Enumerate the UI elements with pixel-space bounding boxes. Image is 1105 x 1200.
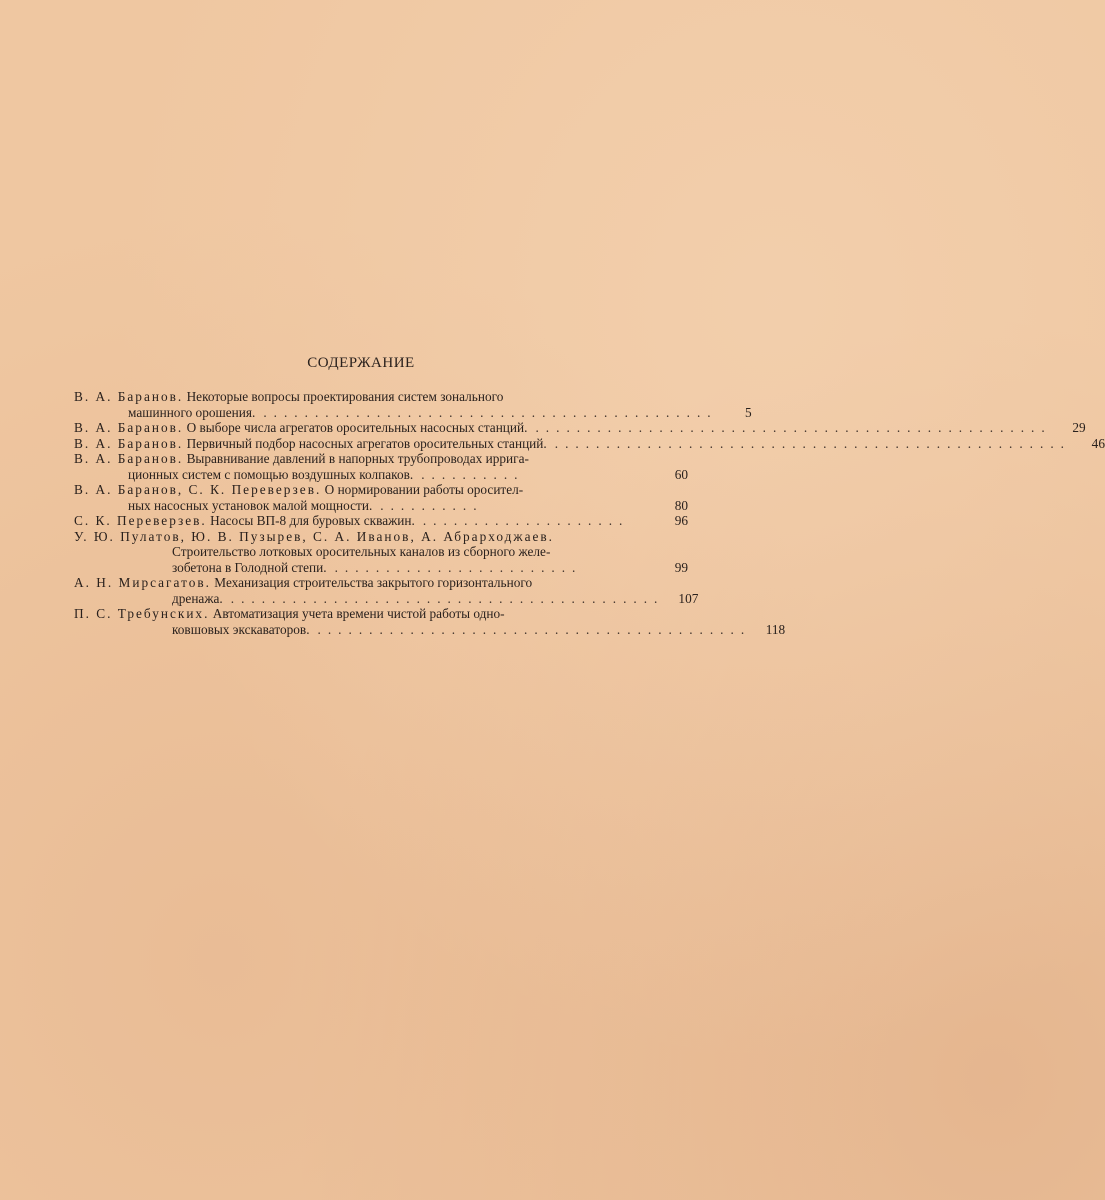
toc-line bbox=[74, 590, 699, 607]
toc-line bbox=[74, 467, 688, 483]
toc-leader-dots: .......... bbox=[380, 497, 484, 513]
toc-page-number: 29 bbox=[1072, 420, 1086, 435]
toc-author: В. А. Баранов. bbox=[74, 389, 184, 404]
toc-line-text bbox=[74, 420, 527, 436]
toc-leader-dots: .......... bbox=[421, 466, 525, 482]
toc-text: Автоматизация учета времени чистой работы одно- bbox=[212, 606, 505, 621]
toc-entry bbox=[74, 529, 688, 576]
toc-line bbox=[74, 451, 688, 467]
toc-page-number: 5 bbox=[744, 404, 752, 420]
toc-line-text bbox=[74, 436, 547, 452]
toc-leader-dots: .......................................... bbox=[317, 621, 752, 637]
toc-author: С. К. Переверзев. bbox=[74, 513, 207, 528]
toc-text: зобетона в Голодной степи. bbox=[172, 559, 327, 575]
toc-line bbox=[74, 389, 688, 405]
toc-text: машинного орошения. bbox=[128, 404, 256, 420]
toc-page-number: 46 bbox=[1091, 435, 1105, 451]
toc-line bbox=[74, 529, 688, 545]
toc-line bbox=[74, 575, 688, 591]
toc-text: Некоторые вопросы проектирования систем зонального bbox=[186, 389, 504, 404]
toc-text: Механизация строительства закрытого горизонтального bbox=[214, 575, 533, 590]
toc-text: Насосы ВП-8 для буровых скважин. bbox=[210, 513, 415, 528]
toc-page-number: 118 bbox=[765, 621, 786, 637]
toc-leader-dots: .................................................. bbox=[535, 420, 1052, 435]
toc-page-number: 99 bbox=[674, 559, 688, 575]
toc-text: ных насосных установок малой мощности. bbox=[128, 497, 373, 513]
toc-entry bbox=[74, 513, 688, 529]
toc-author: П. С. Требунских. bbox=[74, 606, 210, 621]
toc-entry bbox=[74, 451, 688, 482]
toc-entry bbox=[74, 482, 688, 513]
toc-leader-dots: ........................ bbox=[334, 559, 583, 575]
toc-text: ционных систем с помощью воздушных колпаков. bbox=[128, 466, 414, 482]
toc-leader-dots: .................... bbox=[422, 513, 630, 528]
toc-leader-dots: .......................................... bbox=[230, 590, 665, 606]
toc-text: ковшовых экскаваторов. bbox=[172, 621, 310, 637]
toc-page-number: 107 bbox=[678, 590, 699, 606]
toc-line bbox=[74, 513, 688, 529]
toc-leader-dots: ............................................ bbox=[263, 404, 718, 420]
toc-text: Строительство лотковых оросительных каналов из сборного желе- bbox=[172, 544, 551, 559]
toc-line bbox=[74, 621, 786, 638]
toc-page-number: 80 bbox=[674, 497, 688, 513]
toc-entry bbox=[74, 435, 1105, 452]
table-of-contents bbox=[74, 389, 1105, 637]
toc-line bbox=[74, 435, 1105, 452]
toc-line-text bbox=[74, 513, 415, 529]
toc-page-number: 60 bbox=[674, 466, 688, 482]
toc-entry bbox=[74, 575, 699, 606]
toc-text: О нормировании работы оросител- bbox=[324, 482, 524, 497]
toc-text: дренажа. bbox=[172, 590, 223, 606]
toc-author: В. А. Баранов. bbox=[74, 451, 184, 466]
toc-line bbox=[74, 498, 688, 514]
toc-entry bbox=[74, 420, 1086, 436]
toc-text: Выравнивание давлений в напорных трубопроводах ирригa- bbox=[186, 451, 529, 466]
toc-entry bbox=[74, 389, 752, 420]
toc-line bbox=[74, 544, 688, 560]
toc-text: Первичный подбор насосных агрегатов оросительных станций. bbox=[186, 435, 547, 451]
toc-line bbox=[74, 420, 1086, 436]
toc-line bbox=[74, 606, 688, 622]
toc-leader-dots: .................................................. bbox=[554, 435, 1071, 451]
toc-title: СОДЕРЖАНИЕ bbox=[307, 355, 415, 371]
toc-text: О выборе числа агрегатов оросительных насосных станций. bbox=[186, 420, 528, 435]
toc-line bbox=[74, 404, 752, 421]
toc-author: В. А. Баранов, С. К. Переверзев. bbox=[74, 482, 322, 497]
toc-line bbox=[74, 482, 688, 498]
toc-author: А. Н. Мирсагатов. bbox=[74, 575, 211, 590]
toc-line bbox=[74, 560, 688, 576]
toc-entry bbox=[74, 606, 786, 637]
toc-author: У. Ю. Пулатов, Ю. В. Пузырев, С. А. Иванов, А. Абрарходжаев. bbox=[74, 528, 555, 544]
toc-page-number: 96 bbox=[674, 513, 688, 528]
toc-author: В. А. Баранов. bbox=[74, 420, 184, 435]
toc-author: В. А. Баранов. bbox=[74, 435, 184, 451]
